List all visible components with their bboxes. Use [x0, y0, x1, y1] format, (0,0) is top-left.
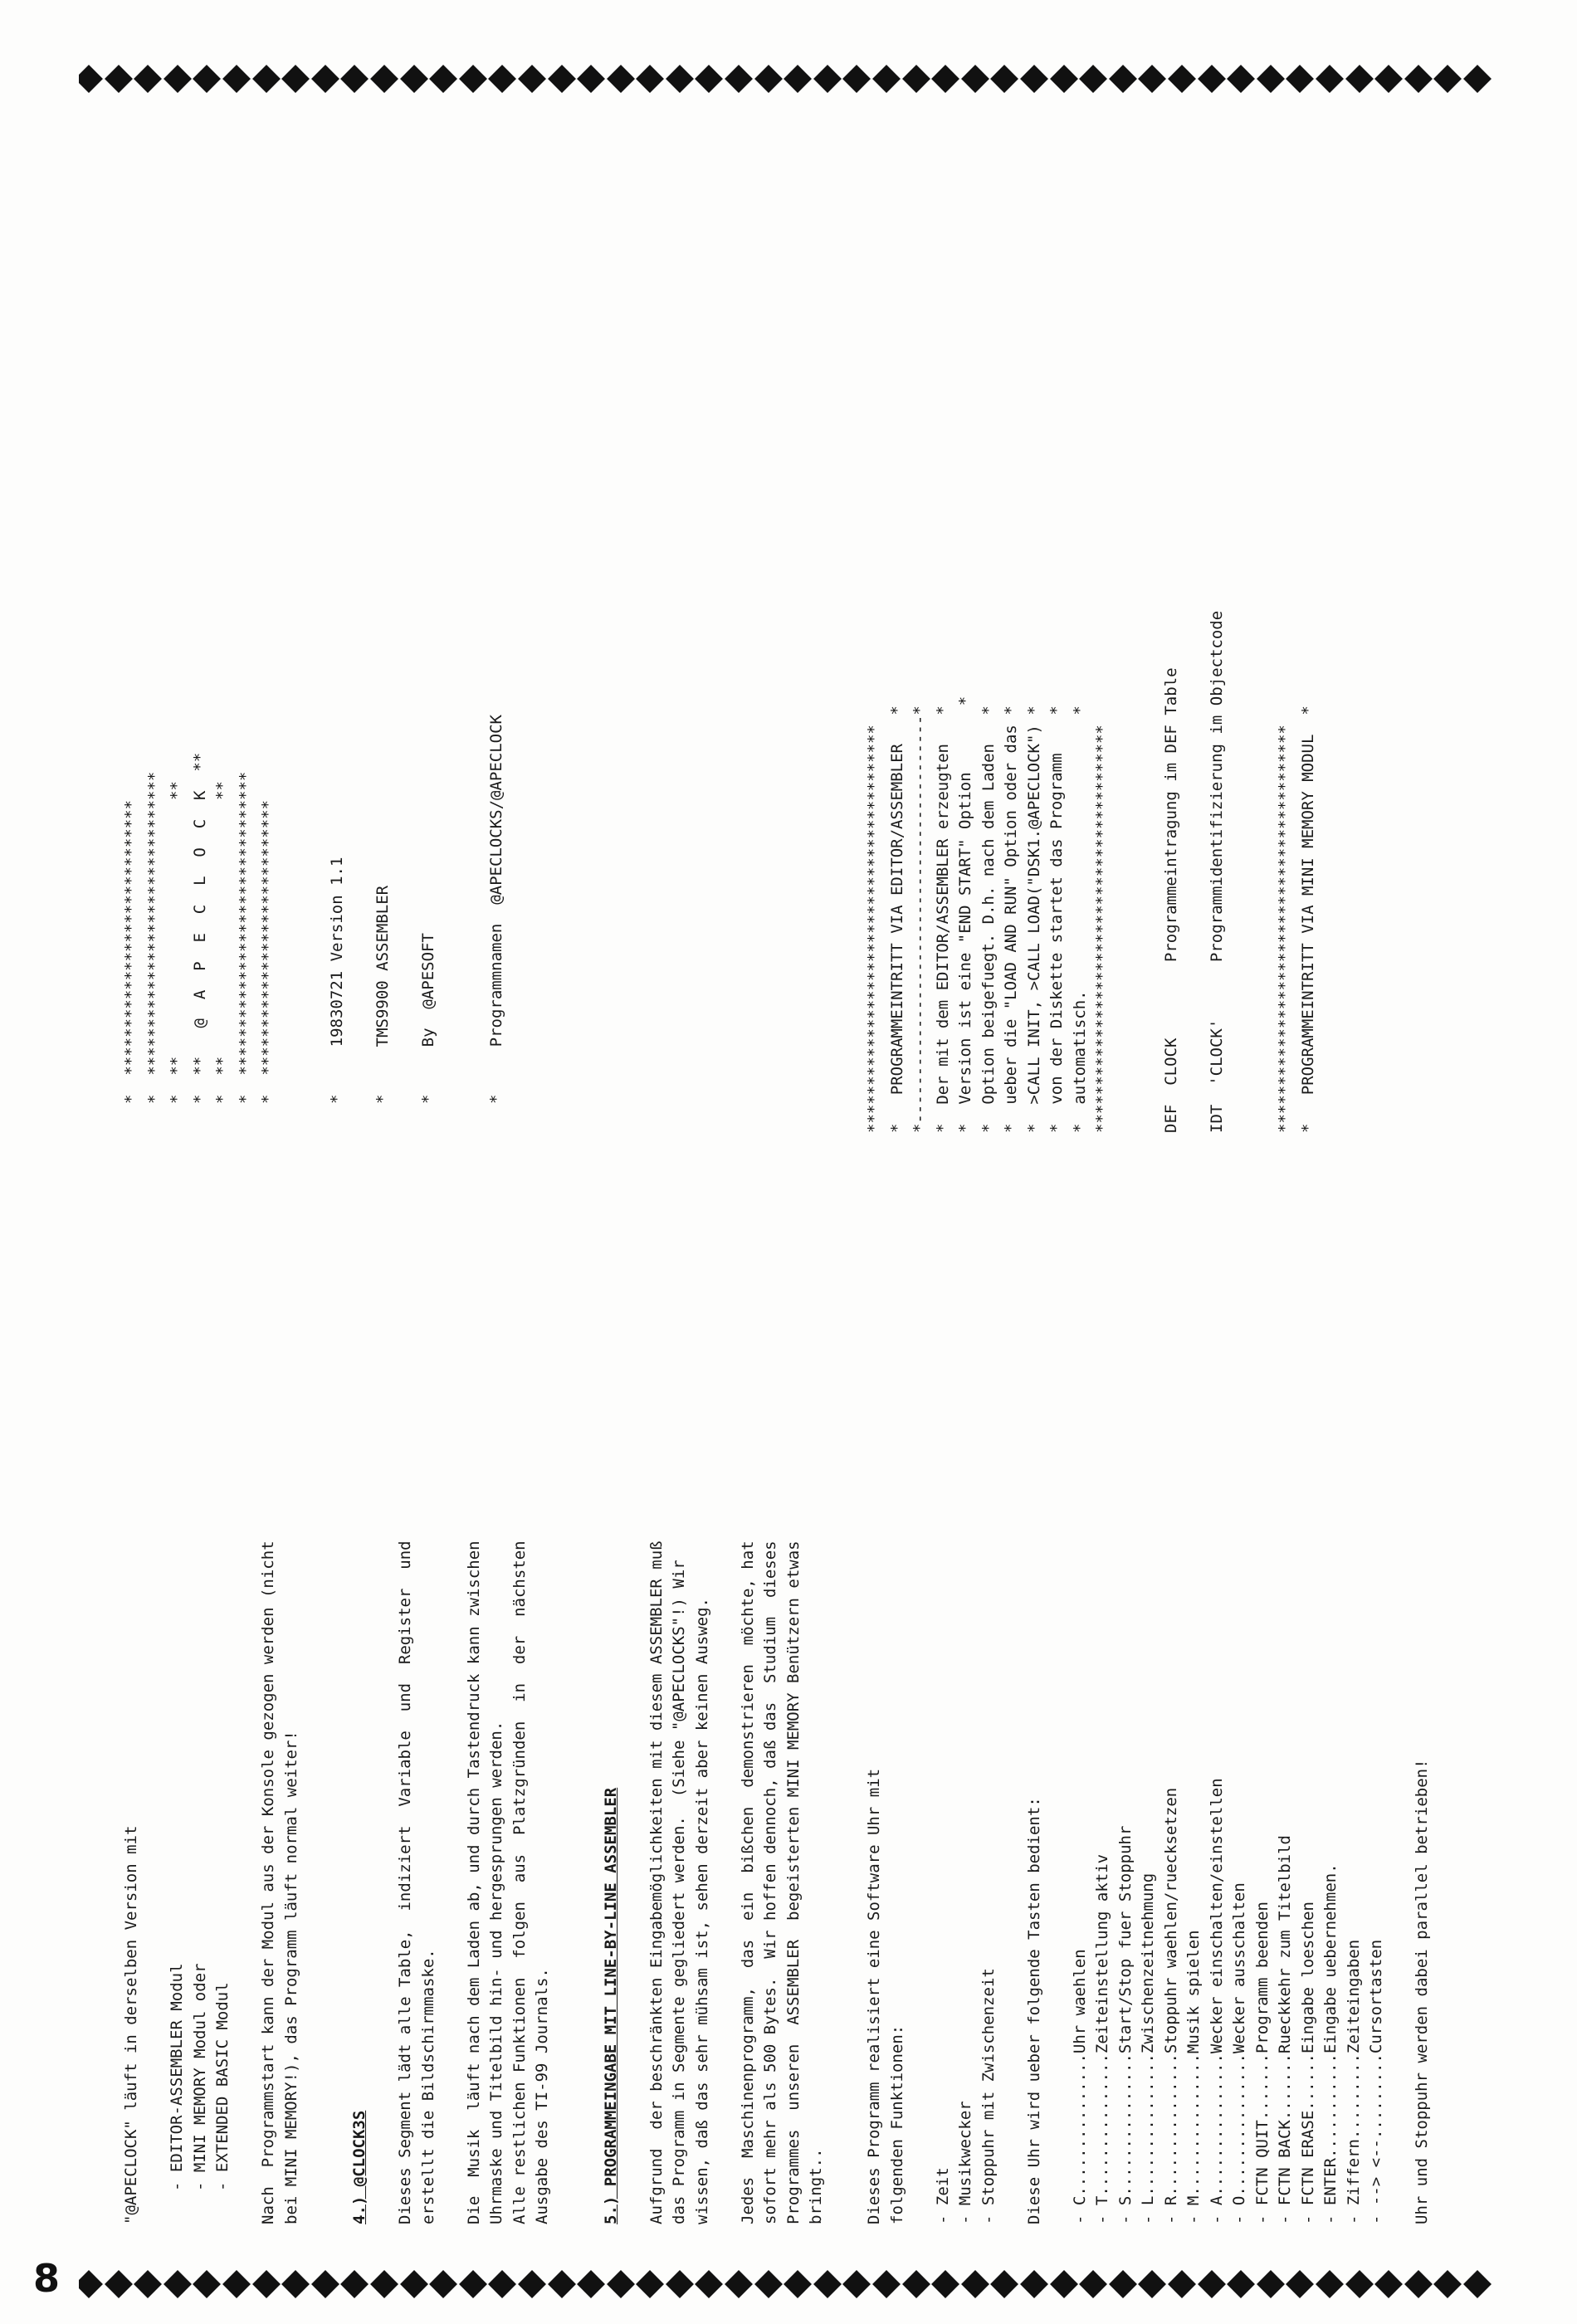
paragraph-line: Programmes unseren ASSEMBLER begeisterten MINI MEMORY Benützern etwas	[784, 1540, 803, 2224]
module-item: - EDITOR-ASSEMBLER Modul	[168, 1963, 186, 2191]
key-item: - --> <--.........Cursortasten	[1367, 1939, 1385, 2224]
box-dash: *-------------------------------------------*	[911, 706, 929, 1133]
box-border: *******************************************	[1276, 725, 1294, 1133]
paragraph-line: Ausgabe des TI-99 Journals.	[533, 1968, 551, 2224]
box-border: *******************************************	[1093, 725, 1111, 1133]
key-item: - T...............Zeiteinstellung aktiv	[1093, 1853, 1111, 2224]
banner-line: * ********************************	[236, 771, 255, 1104]
paragraph-line: Jedes Maschinenprogramm, das ein bißchen demonstrieren möchte, hat	[738, 1540, 757, 2224]
box-text: * >CALL INIT, >CALL LOAD("DSK1.@APECLOCK") *	[1024, 706, 1043, 1133]
paragraph-line: Alle restlichen Funktionen folgen aus Platzgründen in der nächsten	[510, 1540, 529, 2224]
paragraph-line: bringt..	[807, 2148, 825, 2224]
key-item: - O...............Wecker ausschalten	[1230, 1882, 1248, 2224]
paragraph-line: Aufgrund der beschränkten Eingabemöglichkeiten mit diesem ASSEMBLER muß	[647, 1540, 666, 2224]
banner-line: * ** **	[168, 781, 186, 1104]
box-title: * PROGRAMMEINTRITT VIA EDITOR/ASSEMBLER *	[887, 706, 906, 1133]
key-item: - C...............Uhr waehlen	[1070, 1949, 1089, 2224]
key-item: - L...............Zwischenzeitnehmung	[1139, 1872, 1157, 2224]
function-item: - Zeit	[933, 2167, 952, 2224]
paragraph-line: Dieses Segment lädt alle Table, indiziert Variable und Register und	[396, 1540, 414, 2224]
box-text: * Der mit dem EDITOR/ASSEMBLER erzeugten *	[933, 706, 952, 1133]
box-text: * Version ist eine "END START" Option *	[956, 696, 974, 1133]
banner-line: * *****************************	[122, 799, 140, 1104]
box-text: * Option beigefuegt. D.h. nach dem Laden *	[979, 706, 998, 1133]
box-border: *******************************************	[865, 725, 883, 1133]
paragraph-line: erstellt die Bildschirmmaske.	[418, 1949, 437, 2224]
box-title: * PROGRAMMEINTRITT VIA MINI MEMORY MODUL *	[1298, 706, 1317, 1133]
section-4-heading: 4.) @CLOCK3S	[350, 2110, 369, 2224]
banner-line: * *****************************	[259, 799, 277, 1104]
banner-line: * ** @ A P E C L O C K **	[190, 752, 209, 1104]
intro-line: "@APECLOCK" läuft in derselben Version mit	[122, 1825, 140, 2224]
key-item: - FCTN QUIT.......Programm beenden	[1252, 1902, 1272, 2224]
column-b	[863, 1129, 1434, 2224]
function-item: - Stoppuhr mit Zwischenzeit	[979, 1968, 998, 2224]
box-text: * von der Diskette startet das Programm *	[1047, 706, 1066, 1133]
page-number: 8	[33, 2256, 61, 2301]
module-item: - EXTENDED BASIC Modul	[213, 1982, 232, 2191]
module-item: - MINI MEMORY Modul oder	[190, 1963, 209, 2191]
function-item: - Musikwecker	[956, 2101, 974, 2224]
key-item: - R...............Stoppuhr waehlen/ruecksetzen	[1161, 1787, 1180, 2224]
banner-line: * ********************************	[144, 771, 164, 1104]
paragraph-line: das Programm in Segmente gegliedert werden. (Siehe "@APECLOCKS"!) Wir	[670, 1560, 688, 2224]
key-item: - FCTN BACK.......Rueckkehr zum Titelbild	[1276, 1835, 1294, 2224]
key-item: - Ziffern.........Zeiteingaben	[1344, 1939, 1363, 2224]
paragraph-line: wissen, daß das sehr mühsam ist, sehen derzeit aber keinen Ausweg.	[692, 1598, 711, 2224]
key-item: - ENTER...........Eingabe uebernehmen.	[1321, 1863, 1340, 2224]
key-item: - S...............Start/Stop fuer Stoppuhr	[1116, 1825, 1135, 2224]
parallel-note: Uhr und Stoppuhr werden dabei parallel betrieben!	[1413, 1759, 1431, 2224]
note-line: bei MINI MEMORY!), das Programm läuft normal weiter!	[281, 1731, 300, 2224]
paragraph-line: sofort mehr als 500 Bytes. Wir hoffen dennoch, daß das Studium dieses	[761, 1540, 779, 2224]
section-5-heading: 5.) PROGRAMMEINGABE MIT LINE-BY-LINE ASSEMBLER	[601, 1787, 620, 2224]
author-line: * By @APESOFT	[418, 933, 437, 1104]
box-text: * ueber die "LOAD AND RUN" Option oder das *	[1002, 706, 1020, 1133]
program-names-line: * Programmnamen @APECLOCKS/@APECLOCK	[487, 715, 505, 1104]
paragraph-line: Uhrmaske und Titelbild hin- und hergesprungen werden.	[487, 1721, 505, 2224]
note-line: Nach Programmstart kann der Modul aus der Konsole gezogen werden (nicht	[259, 1540, 277, 2224]
keys-intro: Diese Uhr wird ueber folgende Tasten bedient:	[1024, 1797, 1043, 2224]
key-item: - A...............Wecker einschalten/einstellen	[1207, 1778, 1226, 2224]
banner-line: * ** **	[213, 781, 232, 1104]
intro-line: folgenden Funktionen:	[887, 2024, 906, 2224]
idt-line: IDT 'CLOCK' Programmidentifizierung im Objectcode	[1207, 610, 1226, 1133]
def-line: DEF CLOCK Programmeintragung im DEF Table	[1161, 667, 1180, 1133]
version-line: * 19830721 Version 1.1	[327, 857, 346, 1104]
key-item: - FCTN ERASE......Eingabe loeschen	[1298, 1902, 1317, 2224]
key-item: - M...............Musik spielen	[1184, 1930, 1203, 2224]
paragraph-line: Die Musik läuft nach dem Laden ab, und durch Tastendruck kann zwischen	[464, 1540, 483, 2224]
box-text: * automatisch. *	[1070, 706, 1089, 1133]
assembler-line: * TMS9900 ASSEMBLER	[373, 885, 392, 1104]
intro-line: Dieses Programm realisiert eine Software Uhr mit	[865, 1768, 883, 2224]
